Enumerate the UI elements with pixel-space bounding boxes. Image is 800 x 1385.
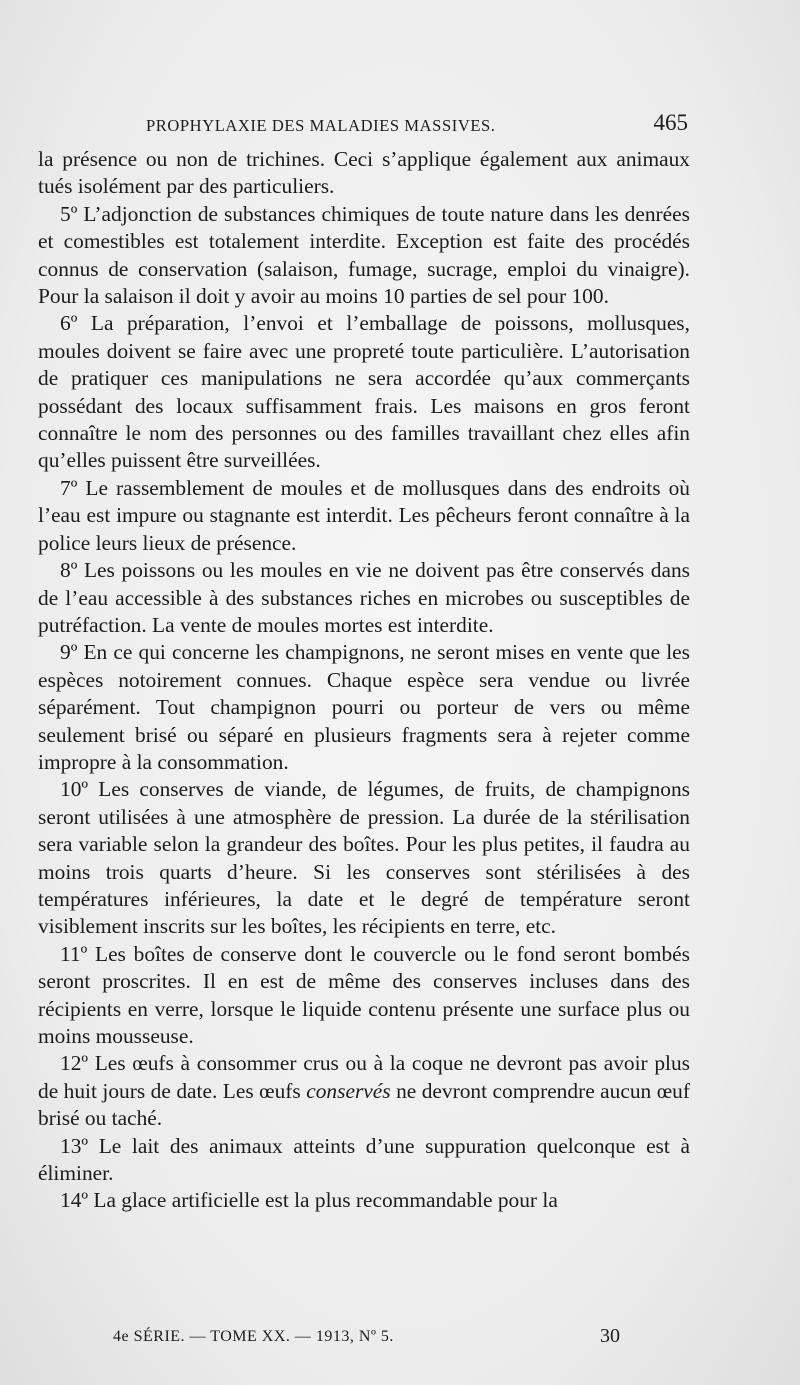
paragraph-number: 8º [60,558,78,583]
paragraph-text: ne devront comprendre aucun œuf brisé ou taché. [38,1078,690,1131]
paragraph-text: Les conserves de viande, de légumes, de fruits, de champignons seront utilisées à une atmosphère de pression. La durée de la stérilisation sera variable selon la grandeur des boîtes. Pour les plus petites, il faudra au moins trois quarts d’heure. Si les conserves sont stérilisées à des températures inférieures, la date et le degré de température seront visiblement inscrits sur les boîtes, les récipients en terre, etc. [38,777,690,939]
running-head [38,110,688,140]
paragraph-text: La glace artificielle est la plus recommandable pour la [93,1188,558,1213]
paragraph-text: Les poissons ou les moules en vie ne doivent pas être conservés dans de l’eau accessible à des substances riches en microbes ou susceptibles de putréfaction. La vente de moules mortes est interdite. [38,558,690,637]
paragraph-14 [38,1187,690,1214]
paragraph-number: 13º [60,1133,89,1158]
paragraph-number: 11º [60,941,88,966]
paragraph-number: 7º [60,475,78,500]
paragraph-5 [38,201,690,311]
paragraph-12 [38,1050,690,1132]
paragraph-number: 12º [60,1051,89,1076]
paragraph-number: 9º [60,640,78,665]
page-number: 465 [653,110,688,135]
paragraph-italic-word: conservés [306,1078,391,1103]
running-title: PROPHYLAXIE DES MALADIES MASSIVES. [146,116,496,135]
paragraph-8 [38,557,690,639]
paragraph-text: Le rassemblement de moules et de mollusques dans des endroits où l’eau est impure ou stagnante est interdit. Les pêcheurs feront connaître à la police leurs lieux de présence. [38,475,691,555]
paragraph-text: L’adjonction de substances chimiques de toute nature dans les denrées et comestibles est totalement interdite. Exception est faite des procédés connus de conservation (salaison, fumage, sucrage, emploi du vinaigre). Pour la salaison il doit y avoir au moins 10 parties de sel pour 100. [38,201,690,309]
paragraph-number: 10º [60,777,89,802]
paragraph-6 [38,310,690,474]
paragraph-9 [38,639,690,776]
paragraph-11 [38,941,690,1051]
paragraph-text: La préparation, l’envoi et l’emballage de poissons, mollusques, moules doivent se faire avec une propreté toute particulière. L’autorisation de pratiquer ces manipulations ne sera accordée qu’aux commerçants possédant des locaux suffisamment frais. Les maisons en gros feront connaître le nom des personnes ou des familles travaillant chez elles afin qu’elles puissent être surveillées. [38,311,690,473]
paragraph-number: 6º [60,311,78,336]
paragraph-text: la présence ou non de trichines. Ceci s’applique également aux animaux tués isolément par des particuliers. [38,147,690,199]
paragraph-number: 5º [60,201,78,226]
paragraph-text: Les boîtes de conserve dont le couvercle ou le fond seront bombés seront proscrites. Il en est de même des conserves incluses dans des récipients en verre, lorsque le liquide contenu présente une surface plus ou moins mousseuse. [38,941,690,1048]
volume-signature: 4e SÉRIE. — TOME XX. — 1913, Nº 5. [113,1328,394,1345]
paragraph-text: En ce qui concerne les champignons, ne seront mises en vente que les espèces notoirement connues. Chaque espèce sera vendue ou livrée séparément. Tout champignon pourri ou porteur de vers ou même seulement brisé ou séparé en plusieurs fragments sera à rejeter comme impropre à la consommation. [38,640,690,774]
paragraph-continuation [38,146,690,201]
paragraph-13 [38,1133,690,1188]
page-footer [38,1325,690,1354]
paragraph-7 [38,475,690,557]
paragraph-text: Les œufs à consommer crus ou à la coque ne devront pas avoir plus de huit jours de date. Les œufs [38,1051,690,1103]
paragraph-number: 14º [60,1188,89,1213]
paragraph-10 [38,776,690,940]
body-text [38,146,690,1215]
paragraph-text: Le lait des animaux atteints d’une suppuration quelconque est à éliminer. [38,1133,690,1186]
sheet-number: 30 [600,1325,620,1347]
